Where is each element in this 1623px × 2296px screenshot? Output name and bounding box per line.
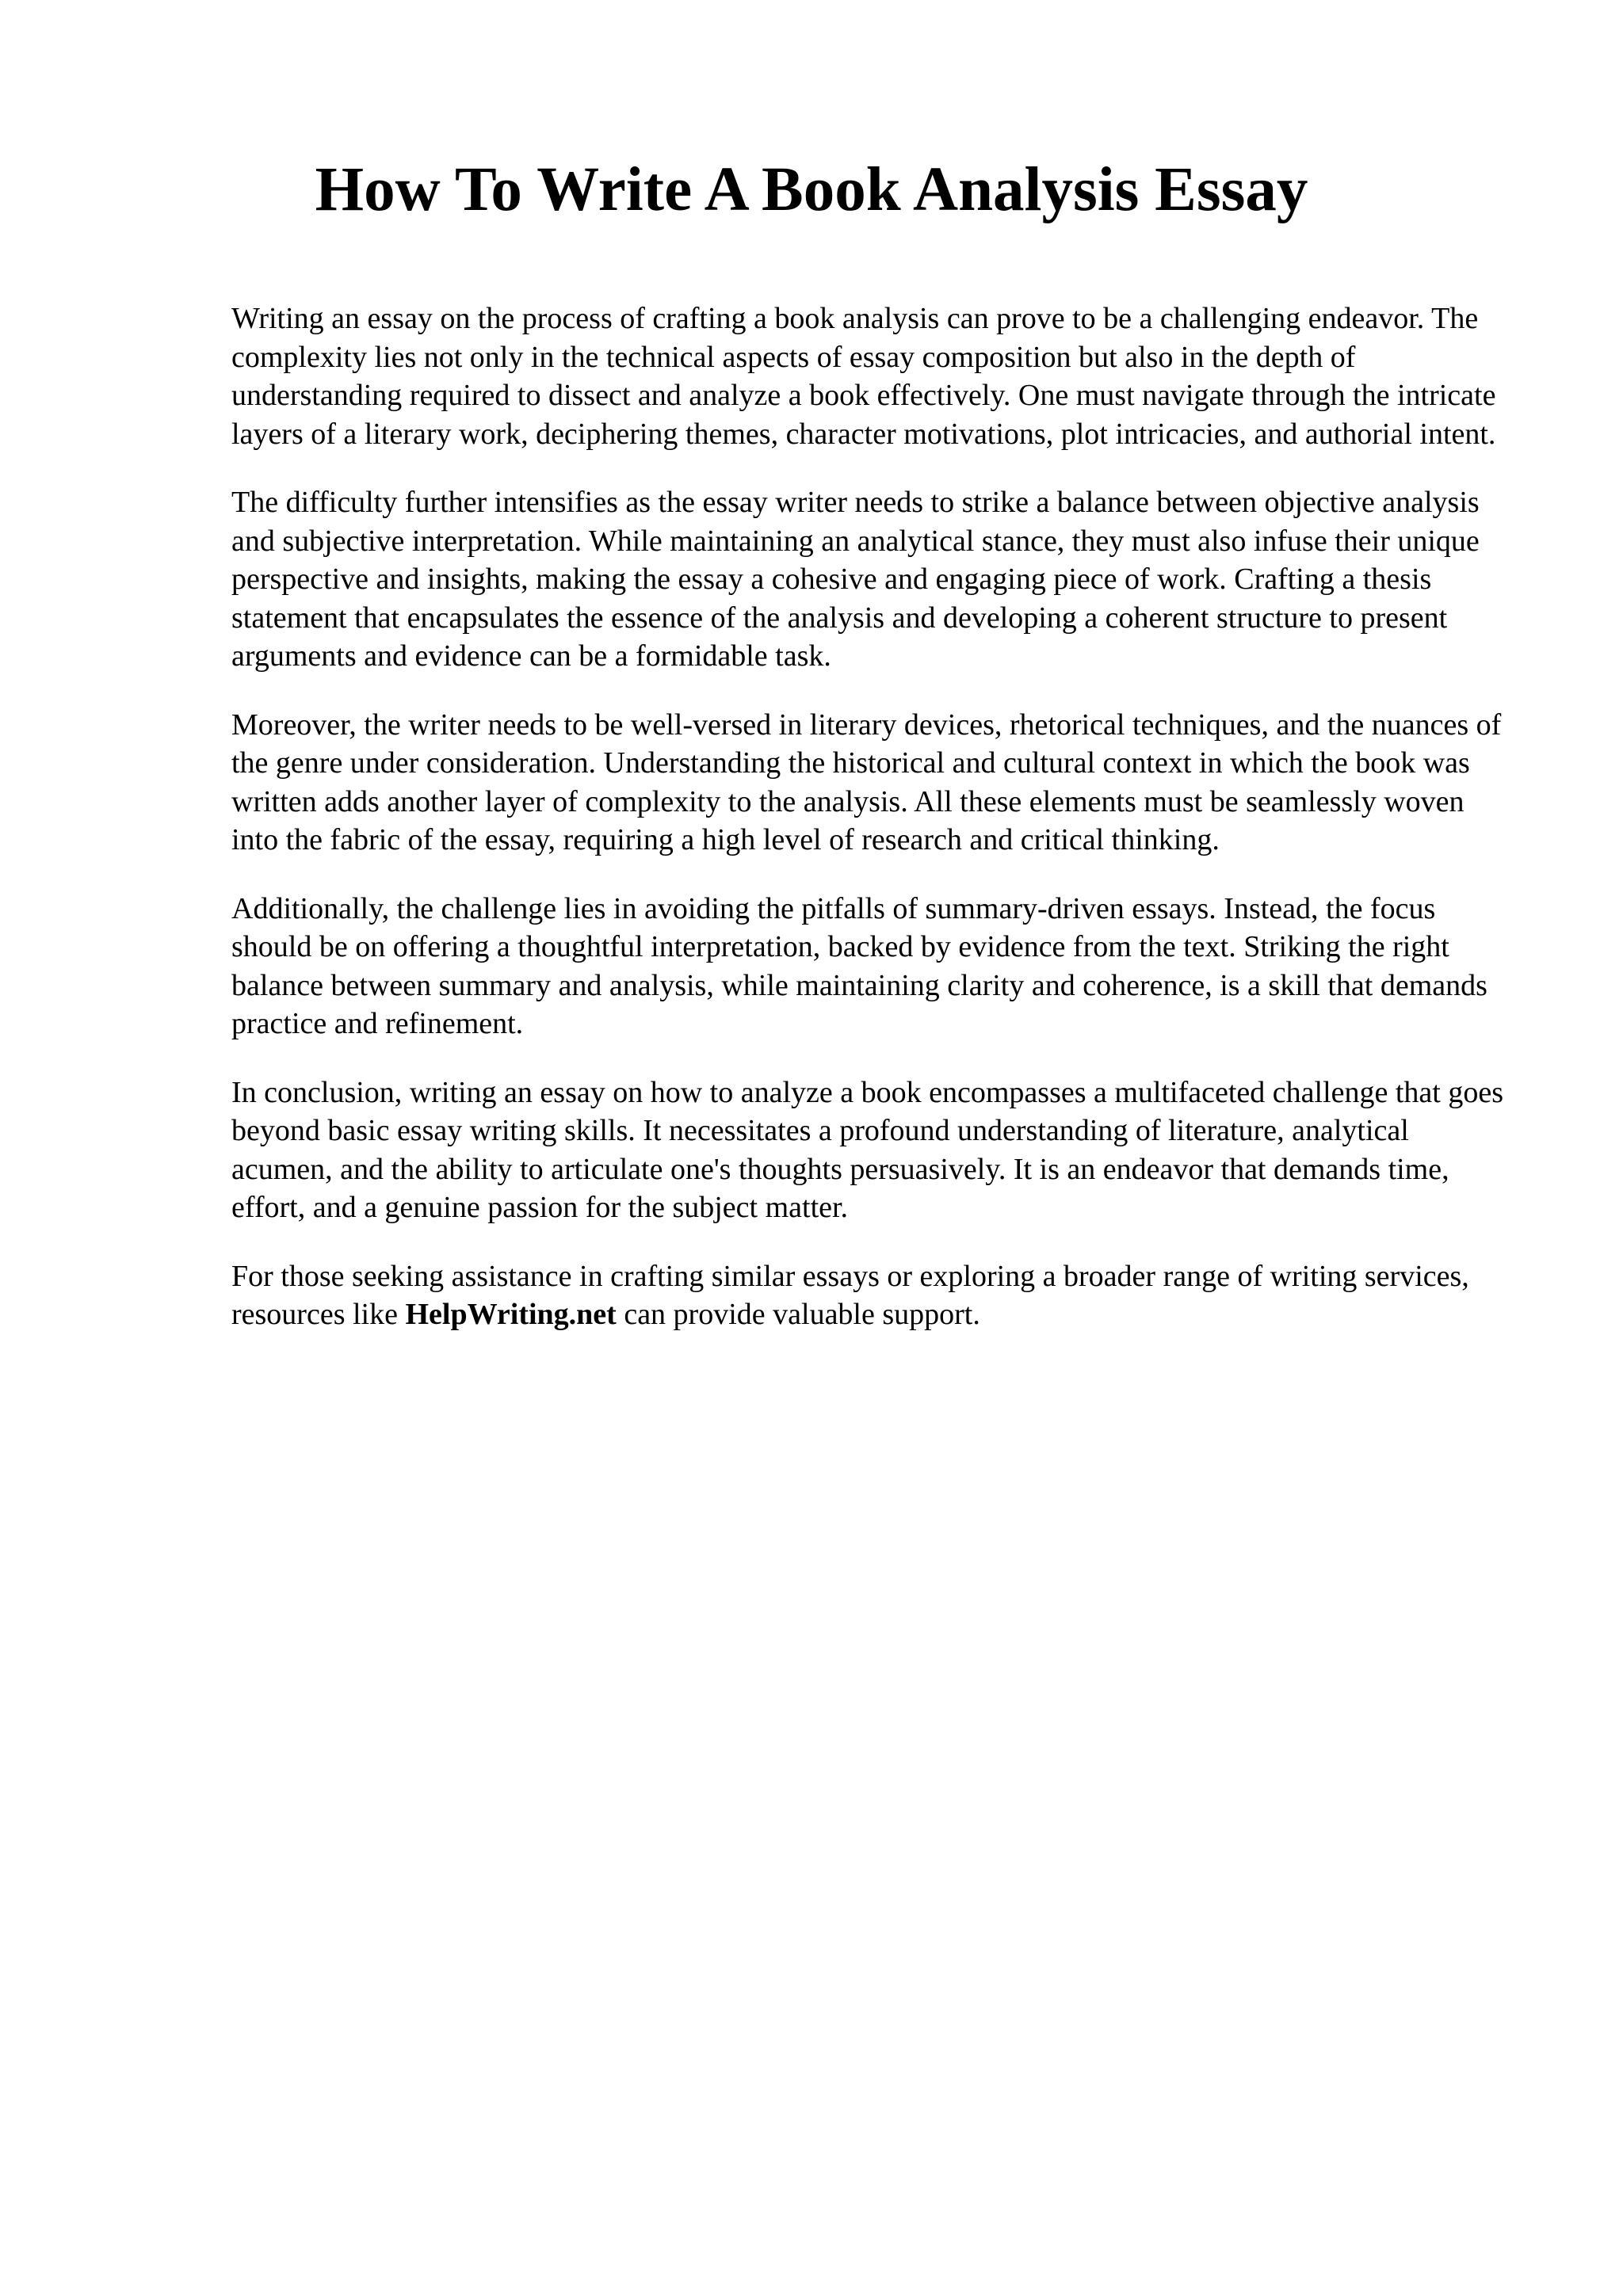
paragraph-4: Additionally, the challenge lies in avoiding the pitfalls of summary-driven essays. Instead, the focus should be on offering a thoughtful interpretation, backed by evidence from the text. Striking the right balance between summary and analysis, while maintaining clarity and coherence, is a skill that demands practice and refinement. [231, 891, 1487, 1040]
closing-text-after: can provide valuable support. [616, 1298, 980, 1331]
paragraph-3: Moreover, the writer needs to be well-versed in literary devices, rhetorical techniques, and the nuances of the genre under consideration. Understanding the historical and cultural context in which the book was written adds another layer of complexity to the analysis. All these elements must be seamlessly woven into the fabric of the essay, requiring a high level of research and critical thinking. [231, 707, 1502, 856]
closing-paragraph [231, 1257, 1515, 1334]
page-title: How To Write A Book Analysis Essay [315, 155, 1308, 224]
paragraph-5: In conclusion, writing an essay on how to analyze a book encompasses a multifaceted challenge that goes beyond basic essay writing skills. It necessitates a profound understanding of literature, analytical acumen, and the ability to articulate one's thoughts persuasively. It is an endeavor that demands time, effort, and a genuine passion for the subject matter. [231, 1075, 1503, 1224]
closing-text-before: For those seeking assistance in crafting similar essays or exploring a broader range of writing services, resources like [231, 1259, 1469, 1331]
helpwriting-link[interactable]: HelpWriting.net [405, 1298, 617, 1331]
essay-body [231, 299, 1515, 1364]
paragraph-1: Writing an essay on the process of crafting a book analysis can prove to be a challenging endeavor. The complexity lies not only in the technical aspects of essay composition but also in the depth of understanding required to dissect and analyze a book effectively. One must navigate through the intricate layers of a literary work, deciphering themes, character motivations, plot intricacies, and authorial intent. [231, 302, 1496, 451]
paragraph-2: The difficulty further intensifies as the essay writer needs to strike a balance between objective analysis and subjective interpretation. While maintaining an analytical stance, they must also infuse their unique perspective and insights, making the essay a cohesive and engaging piece of work. Crafting a thesis statement that encapsulates the essence of the analysis and developing a coherent structure to present arguments and evidence can be a formidable task. [231, 486, 1480, 673]
